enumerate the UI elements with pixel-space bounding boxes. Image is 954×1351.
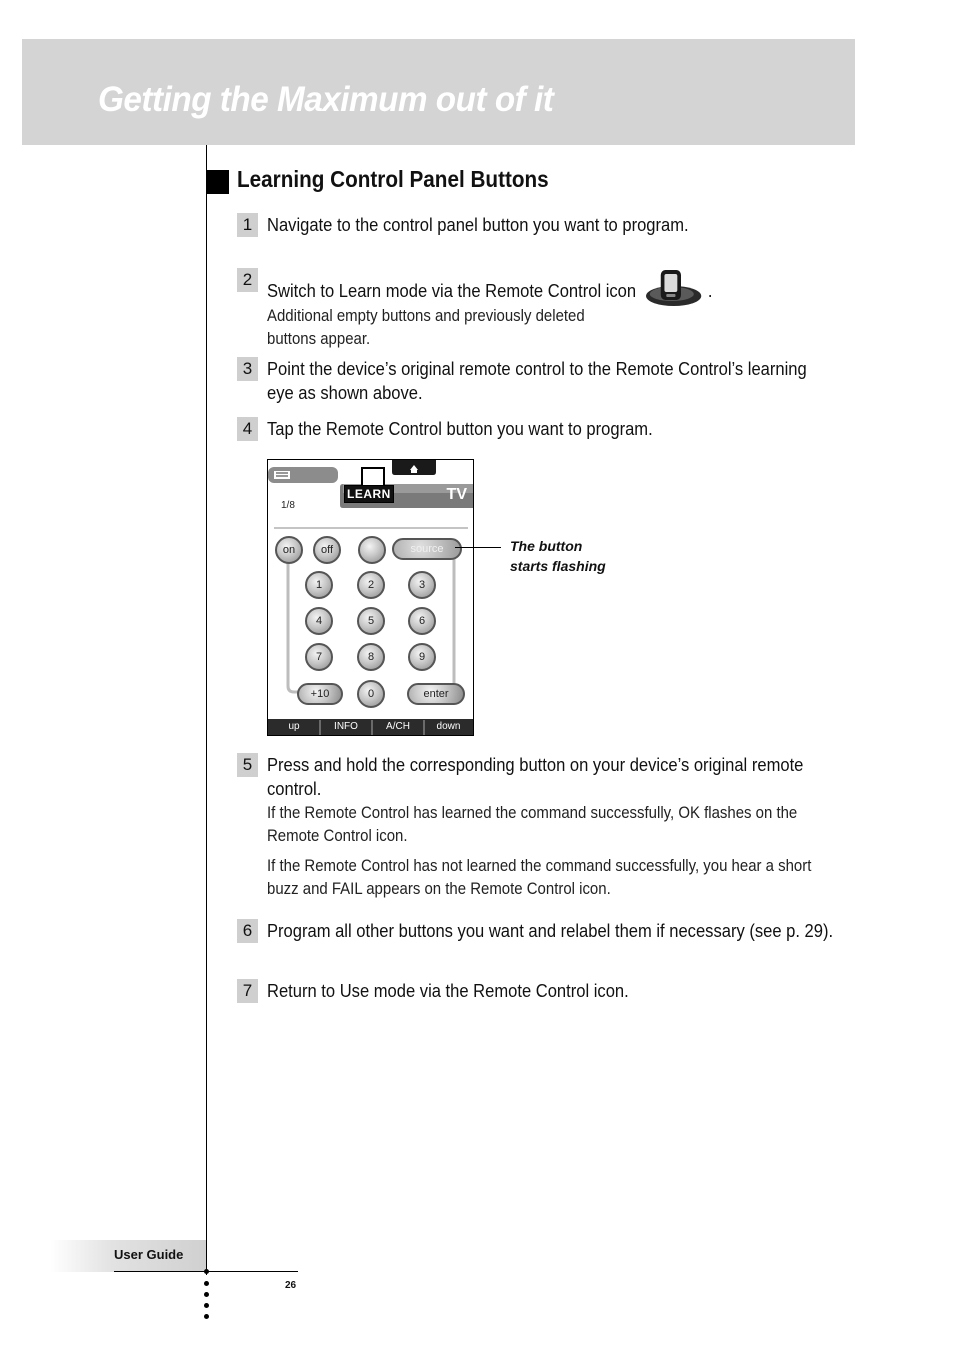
remote-control-screen: [267, 459, 474, 736]
step-note: If the Remote Control has learned the command successfully, OK flashes on the Remote Control icon.: [267, 803, 798, 845]
page-number: 26: [285, 1280, 297, 1291]
callout-line-2: starts flashing: [510, 558, 606, 574]
footer-dot: [204, 1281, 209, 1286]
step-note-2: If the Remote Control has not learned the command successfully, you hear a short buzz and FAIL appears on the Remote Control icon.: [267, 856, 812, 898]
callout-line: [455, 547, 501, 548]
margin-rule: [206, 145, 207, 1275]
digit-0-button[interactable]: 0: [357, 680, 385, 708]
remote-control-icon: [644, 268, 703, 316]
section-title: Learning Control Panel Buttons: [237, 166, 549, 192]
digit-4-button[interactable]: 4: [305, 607, 333, 635]
device-label: TV: [446, 486, 467, 503]
digit-9-button[interactable]: 9: [408, 643, 436, 671]
step-text: Point the device’s original remote control to the Remote Control’s learning eye as shown above.: [267, 359, 807, 403]
step-text: Program all other buttons you want and relabel them if necessary (see p. 29).: [267, 921, 834, 941]
step-note: Additional empty buttons and previously deleted buttons appear.: [267, 306, 585, 348]
step-body: [267, 213, 847, 237]
digit-7-button[interactable]: 7: [305, 643, 333, 671]
digit-1-button[interactable]: 1: [305, 571, 333, 599]
softkey-ach[interactable]: A/CH: [386, 721, 410, 732]
step-number: 3: [237, 357, 258, 381]
footer-dot: [204, 1314, 209, 1319]
step-body: [267, 979, 847, 1003]
step-number: 5: [237, 753, 258, 777]
softkey-down[interactable]: down: [436, 721, 461, 732]
step-text: Navigate to the control panel button you want to program.: [267, 215, 689, 235]
empty-learn-button[interactable]: [358, 536, 386, 564]
step-body: [267, 753, 847, 900]
page-title: Getting the Maximum out of it: [98, 80, 554, 119]
footer-label: User Guide: [114, 1247, 184, 1262]
section-marker: [207, 170, 229, 194]
digit-8-button[interactable]: 8: [357, 643, 385, 671]
on-button[interactable]: on: [275, 536, 303, 564]
step-body: [267, 919, 847, 943]
off-button[interactable]: off: [313, 536, 341, 564]
page-indicator: 1/8: [281, 500, 295, 511]
step-number: 7: [237, 979, 258, 1003]
step-number: 4: [237, 417, 258, 441]
footer-dot: [204, 1292, 209, 1297]
callout-line-1: The button: [510, 538, 583, 554]
step-text-main: Switch to Learn mode via the Remote Control icon: [267, 280, 637, 301]
step-body: [267, 268, 847, 350]
step-number: 2: [237, 268, 258, 292]
step-number: 1: [237, 213, 258, 237]
step-body: [267, 417, 847, 441]
step-body: [267, 357, 847, 405]
source-button[interactable]: source: [392, 538, 462, 560]
plus10-button[interactable]: +10: [297, 683, 343, 705]
step-text: Return to Use mode via the Remote Control icon.: [267, 981, 629, 1001]
digit-3-button[interactable]: 3: [408, 571, 436, 599]
figure-callout: [510, 536, 606, 576]
digit-2-button[interactable]: 2: [357, 571, 385, 599]
learn-mode-label: LEARN: [344, 485, 394, 503]
step-text: Press and hold the corresponding button on your device’s original remote control.: [267, 755, 804, 799]
enter-button[interactable]: enter: [407, 683, 465, 705]
digit-5-button[interactable]: 5: [357, 607, 385, 635]
step-text: Tap the Remote Control button you want to program.: [267, 419, 653, 439]
footer-dot: [204, 1303, 209, 1308]
softkey-up[interactable]: up: [288, 721, 300, 732]
softkey-info[interactable]: INFO: [334, 721, 358, 732]
step-number: 6: [237, 919, 258, 943]
step-text-suffix: .: [707, 280, 713, 301]
footer-dot: [204, 1269, 209, 1274]
digit-6-button[interactable]: 6: [408, 607, 436, 635]
